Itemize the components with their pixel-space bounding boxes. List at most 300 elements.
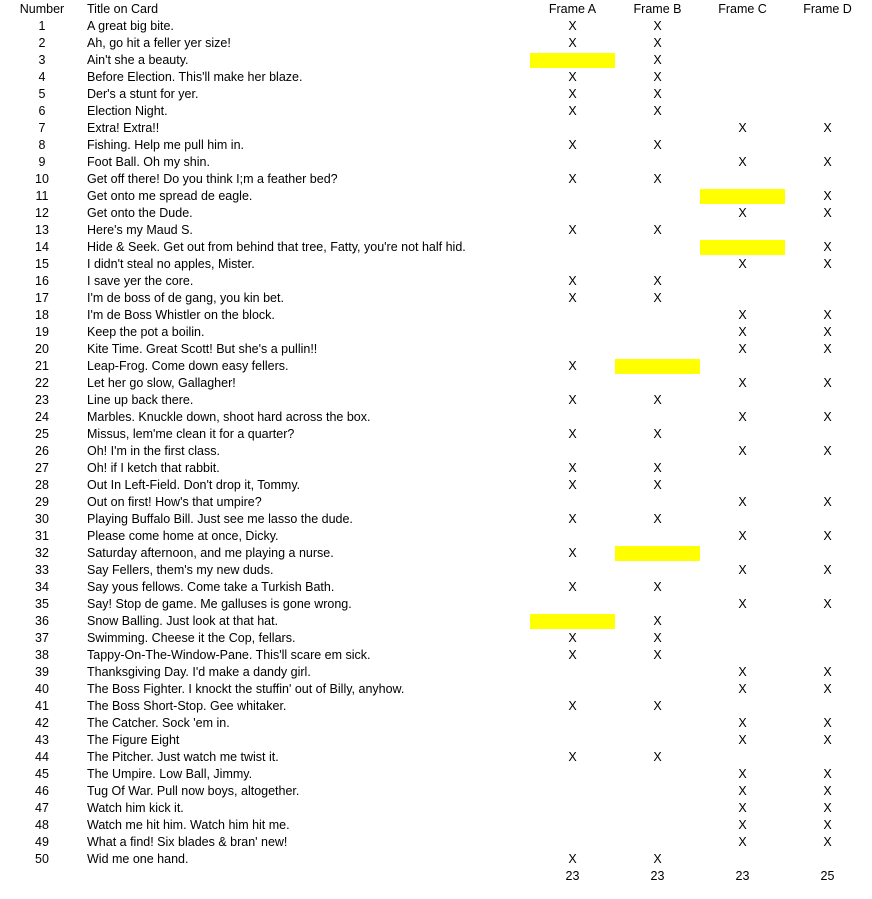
table-row (0, 443, 872, 460)
row-number: 13 (35, 223, 49, 237)
frame-mark: X (823, 257, 832, 271)
frame-d-cell (785, 783, 870, 800)
frame-c-cell (700, 222, 785, 239)
table-row (0, 171, 872, 188)
frame-mark: X (653, 291, 662, 305)
frame-a-cell (530, 273, 615, 290)
frame-b-cell (615, 239, 700, 256)
frame-c-cell (700, 103, 785, 120)
frame-a-cell (530, 188, 615, 205)
frame-mark: X (653, 461, 662, 475)
row-number: 27 (35, 461, 49, 475)
frame-a-cell (530, 851, 615, 868)
card-title: Before Election. This'll make her blaze. (87, 70, 303, 84)
frame-mark: X (738, 410, 747, 424)
frame-a-cell (530, 103, 615, 120)
frame-d-cell (785, 154, 870, 171)
frame-b-cell (615, 851, 700, 868)
row-number: 12 (35, 206, 49, 220)
table-row (0, 715, 872, 732)
frame-b-cell (615, 375, 700, 392)
frame-b-cell (615, 647, 700, 664)
frame-c-cell (700, 511, 785, 528)
card-title: Out In Left-Field. Don't drop it, Tommy. (87, 478, 301, 492)
frame-a-cell (530, 290, 615, 307)
row-number: 35 (35, 597, 49, 611)
row-number: 20 (35, 342, 49, 356)
table-row (0, 324, 872, 341)
frame-c-cell (700, 375, 785, 392)
header-number: Number (19, 2, 65, 16)
frame-b-cell (615, 35, 700, 52)
frame-a-cell (530, 494, 615, 511)
frame-a-cell (530, 222, 615, 239)
frame-mark: X (568, 478, 577, 492)
frame-a-cell (530, 698, 615, 715)
row-number: 28 (35, 478, 49, 492)
frame-d-cell (785, 732, 870, 749)
row-number: 34 (35, 580, 49, 594)
frame-d-cell (785, 273, 870, 290)
frame-d-cell (785, 511, 870, 528)
row-number: 15 (35, 257, 49, 271)
frame-b-cell (615, 749, 700, 766)
card-title: Playing Buffalo Bill. Just see me lasso the dude. (87, 512, 353, 526)
frame-c-cell (700, 647, 785, 664)
row-number: 33 (35, 563, 49, 577)
table-row (0, 358, 872, 375)
frame-a-cell (530, 409, 615, 426)
table-row (0, 103, 872, 120)
frame-b-cell (615, 392, 700, 409)
table-row (0, 222, 872, 239)
frame-d-cell (785, 205, 870, 222)
frame-c-cell (700, 494, 785, 511)
frame-d-cell (785, 562, 870, 579)
frame-d-cell (785, 851, 870, 868)
frame-c-cell (700, 749, 785, 766)
card-title: Tappy-On-The-Window-Pane. This'll scare em sick. (87, 648, 371, 662)
frame-b-cell (615, 358, 700, 375)
frame-b-cell (615, 613, 700, 630)
row-number: 43 (35, 733, 49, 747)
frame-mark: X (823, 206, 832, 220)
frame-b-cell (615, 460, 700, 477)
table-row (0, 205, 872, 222)
frame-a-cell (530, 613, 615, 630)
frame-a-cell (530, 52, 615, 69)
frame-c-cell (700, 256, 785, 273)
frame-mark: X (568, 461, 577, 475)
frame-c-cell (700, 154, 785, 171)
row-number: 7 (38, 121, 46, 135)
total-frame-c: 23 (735, 869, 750, 883)
frame-mark: X (823, 733, 832, 747)
row-number: 9 (38, 155, 46, 169)
table-row (0, 579, 872, 596)
frame-b-cell (615, 562, 700, 579)
total-frame-d: 25 (820, 869, 835, 883)
frame-b-cell (615, 69, 700, 86)
frame-mark: X (653, 631, 662, 645)
frame-mark: X (738, 716, 747, 730)
frame-d-cell (785, 239, 870, 256)
frame-mark: X (738, 257, 747, 271)
frame-a-cell (530, 545, 615, 562)
frame-c-cell (700, 273, 785, 290)
card-title: Leap-Frog. Come down easy fellers. (87, 359, 289, 373)
frame-d-cell (785, 664, 870, 681)
frame-c-cell (700, 528, 785, 545)
header-row (0, 1, 872, 18)
frame-b-cell (615, 273, 700, 290)
card-title: What a find! Six blades & bran' new! (87, 835, 288, 849)
table-row (0, 596, 872, 613)
frame-d-cell (785, 120, 870, 137)
frame-a-cell (530, 732, 615, 749)
frame-b-cell (615, 188, 700, 205)
frame-mark: X (568, 36, 577, 50)
frame-mark: X (738, 529, 747, 543)
frame-d-cell (785, 715, 870, 732)
frame-b-cell (615, 137, 700, 154)
frame-a-cell (530, 256, 615, 273)
frame-mark: X (653, 53, 662, 67)
frame-d-cell (785, 545, 870, 562)
card-title: Say Fellers, them's my new duds. (87, 563, 274, 577)
table-row (0, 256, 872, 273)
frame-b-cell (615, 426, 700, 443)
frame-d-cell (785, 392, 870, 409)
row-number: 21 (35, 359, 49, 373)
frame-b-cell (615, 52, 700, 69)
frame-b-cell (615, 528, 700, 545)
table-row (0, 154, 872, 171)
table-row (0, 86, 872, 103)
frame-mark: X (823, 801, 832, 815)
frame-c-cell (700, 443, 785, 460)
table-row (0, 426, 872, 443)
frame-d-cell (785, 52, 870, 69)
frame-a-cell (530, 630, 615, 647)
frame-mark: X (823, 682, 832, 696)
frame-mark: X (738, 784, 747, 798)
frame-mark: X (568, 648, 577, 662)
card-title: The Boss Fighter. I knockt the stuffin' out of Billy, anyhow. (87, 682, 405, 696)
card-title: The Umpire. Low Ball, Jimmy. (87, 767, 253, 781)
highlight-mark (700, 189, 785, 204)
row-number: 25 (35, 427, 49, 441)
row-number: 31 (35, 529, 49, 543)
frame-d-cell (785, 477, 870, 494)
frame-c-cell (700, 766, 785, 783)
table-row (0, 120, 872, 137)
frame-a-cell (530, 154, 615, 171)
card-title: Wid me one hand. (87, 852, 189, 866)
frame-c-cell (700, 834, 785, 851)
table-row (0, 817, 872, 834)
frame-d-cell (785, 35, 870, 52)
row-number: 50 (35, 852, 49, 866)
frame-mark: X (738, 835, 747, 849)
frame-b-cell (615, 766, 700, 783)
card-title: A great big bite. (87, 19, 174, 33)
table-row (0, 409, 872, 426)
table-row (0, 494, 872, 511)
frame-b-cell (615, 511, 700, 528)
card-title: The Catcher. Sock 'em in. (87, 716, 230, 730)
table-row (0, 613, 872, 630)
frame-mark: X (738, 495, 747, 509)
frame-mark: X (823, 444, 832, 458)
highlight-mark (530, 53, 615, 68)
frame-c-cell (700, 426, 785, 443)
frame-mark: X (738, 376, 747, 390)
table-row (0, 18, 872, 35)
row-number: 16 (35, 274, 49, 288)
frame-c-cell (700, 783, 785, 800)
row-number: 4 (38, 70, 46, 84)
frame-c-cell (700, 307, 785, 324)
frame-c-cell (700, 596, 785, 613)
frame-c-cell (700, 324, 785, 341)
frame-b-cell (615, 103, 700, 120)
frame-b-cell (615, 154, 700, 171)
frame-d-cell (785, 324, 870, 341)
frame-a-cell (530, 69, 615, 86)
frame-b-cell (615, 18, 700, 35)
frame-c-cell (700, 409, 785, 426)
highlight-mark (530, 614, 615, 629)
frame-b-cell (615, 698, 700, 715)
frame-mark: X (653, 852, 662, 866)
frame-mark: X (653, 87, 662, 101)
frame-c-cell (700, 52, 785, 69)
frame-d-cell (785, 69, 870, 86)
row-number: 18 (35, 308, 49, 322)
frame-mark: X (568, 104, 577, 118)
frame-mark: X (653, 512, 662, 526)
card-title: Get onto me spread de eagle. (87, 189, 253, 203)
row-number: 36 (35, 614, 49, 628)
frame-mark: X (823, 784, 832, 798)
frame-c-cell (700, 120, 785, 137)
header-frame-a: Frame A (548, 2, 597, 16)
frame-c-cell (700, 681, 785, 698)
frame-mark: X (568, 87, 577, 101)
table-row (0, 375, 872, 392)
frame-c-cell (700, 392, 785, 409)
frame-mark: X (653, 750, 662, 764)
card-title: Get off there! Do you think I;m a feather bed? (87, 172, 338, 186)
frame-c-cell (700, 137, 785, 154)
card-title: Snow Balling. Just look at that hat. (87, 614, 279, 628)
frame-d-cell (785, 18, 870, 35)
frame-d-cell (785, 494, 870, 511)
frame-b-cell (615, 171, 700, 188)
frame-d-cell (785, 647, 870, 664)
frame-mark: X (568, 852, 577, 866)
frame-d-cell (785, 698, 870, 715)
frame-d-cell (785, 137, 870, 154)
table-row (0, 562, 872, 579)
frame-b-cell (615, 409, 700, 426)
card-title: I'm de boss of de gang, you kin bet. (87, 291, 284, 305)
table-row (0, 681, 872, 698)
header-frame-b: Frame B (633, 2, 682, 16)
frame-mark: X (568, 138, 577, 152)
card-title: Say yous fellows. Come take a Turkish Bath. (87, 580, 335, 594)
frame-a-cell (530, 528, 615, 545)
frame-a-cell (530, 392, 615, 409)
card-title: Foot Ball. Oh my shin. (87, 155, 210, 169)
frame-mark: X (568, 274, 577, 288)
row-number: 17 (35, 291, 49, 305)
table-row (0, 137, 872, 154)
frame-mark: X (568, 427, 577, 441)
table-row (0, 188, 872, 205)
frame-a-cell (530, 443, 615, 460)
frame-c-cell (700, 477, 785, 494)
frame-d-cell (785, 749, 870, 766)
frame-mark: X (823, 240, 832, 254)
frame-mark: X (823, 155, 832, 169)
frame-a-cell (530, 647, 615, 664)
frame-a-cell (530, 511, 615, 528)
frame-mark: X (823, 189, 832, 203)
highlight-mark (615, 359, 700, 374)
frame-b-cell (615, 817, 700, 834)
frame-d-cell (785, 630, 870, 647)
frame-d-cell (785, 375, 870, 392)
frame-mark: X (568, 19, 577, 33)
table-row (0, 545, 872, 562)
card-title: Thanksgiving Day. I'd make a dandy girl. (87, 665, 311, 679)
card-title: Oh! if I ketch that rabbit. (87, 461, 220, 475)
table-row (0, 783, 872, 800)
frame-b-cell (615, 256, 700, 273)
frame-a-cell (530, 800, 615, 817)
frame-c-cell (700, 630, 785, 647)
row-number: 48 (35, 818, 49, 832)
header-frame-d: Frame D (803, 2, 852, 16)
frame-a-cell (530, 35, 615, 52)
frame-d-cell (785, 766, 870, 783)
frame-mark: X (738, 767, 747, 781)
frame-mark: X (823, 818, 832, 832)
table-row (0, 290, 872, 307)
row-number: 23 (35, 393, 49, 407)
highlight-mark (615, 546, 700, 561)
frame-mark: X (823, 835, 832, 849)
frame-mark: X (738, 444, 747, 458)
frame-b-cell (615, 477, 700, 494)
frame-mark: X (738, 563, 747, 577)
frame-mark: X (568, 546, 577, 560)
row-number: 32 (35, 546, 49, 560)
card-title: Saturday afternoon, and me playing a nurse. (87, 546, 334, 560)
frame-mark: X (738, 325, 747, 339)
frame-mark: X (738, 733, 747, 747)
frame-a-cell (530, 358, 615, 375)
frame-c-cell (700, 358, 785, 375)
frame-mark: X (568, 699, 577, 713)
card-title: The Figure Eight (87, 733, 180, 747)
row-number: 3 (38, 53, 46, 67)
card-title: Marbles. Knuckle down, shoot hard across the box. (87, 410, 371, 424)
row-number: 24 (35, 410, 49, 424)
frame-b-cell (615, 664, 700, 681)
frame-b-cell (615, 222, 700, 239)
frame-mark: X (568, 750, 577, 764)
card-title: Der's a stunt for yer. (87, 87, 199, 101)
frame-mark: X (653, 70, 662, 84)
row-number: 14 (35, 240, 49, 254)
row-number: 39 (35, 665, 49, 679)
frame-b-cell (615, 579, 700, 596)
card-title: Say! Stop de game. Me galluses is gone wrong. (87, 597, 352, 611)
table-row (0, 647, 872, 664)
frame-d-cell (785, 222, 870, 239)
frame-mark: X (653, 699, 662, 713)
frame-d-cell (785, 171, 870, 188)
total-frame-a: 23 (565, 869, 580, 883)
frame-b-cell (615, 443, 700, 460)
row-number: 19 (35, 325, 49, 339)
frame-b-cell (615, 783, 700, 800)
frame-a-cell (530, 86, 615, 103)
table-row (0, 307, 872, 324)
card-title: Here's my Maud S. (87, 223, 193, 237)
frame-a-cell (530, 120, 615, 137)
frame-d-cell (785, 596, 870, 613)
frame-d-cell (785, 460, 870, 477)
frame-a-cell (530, 18, 615, 35)
frame-a-cell (530, 664, 615, 681)
frame-d-cell (785, 579, 870, 596)
frame-d-cell (785, 613, 870, 630)
row-number: 40 (35, 682, 49, 696)
frame-c-cell (700, 715, 785, 732)
frame-c-cell (700, 460, 785, 477)
table-row (0, 630, 872, 647)
card-title: Swimming. Cheese it the Cop, fellars. (87, 631, 296, 645)
card-title: Hide & Seek. Get out from behind that tree, Fatty, you're not half hid. (87, 240, 466, 254)
frame-c-cell (700, 69, 785, 86)
table-row (0, 800, 872, 817)
row-number: 26 (35, 444, 49, 458)
table-row (0, 460, 872, 477)
frame-mark: X (738, 597, 747, 611)
frame-b-cell (615, 545, 700, 562)
card-title: Tug Of War. Pull now boys, altogether. (87, 784, 300, 798)
table-row (0, 749, 872, 766)
row-number: 42 (35, 716, 49, 730)
frame-mark: X (738, 818, 747, 832)
frame-a-cell (530, 307, 615, 324)
frame-c-cell (700, 18, 785, 35)
table-row (0, 664, 872, 681)
frame-d-cell (785, 409, 870, 426)
frame-a-cell (530, 715, 615, 732)
frame-a-cell (530, 579, 615, 596)
frame-b-cell (615, 341, 700, 358)
frame-mark: X (738, 308, 747, 322)
frame-b-cell (615, 732, 700, 749)
frame-b-cell (615, 834, 700, 851)
frame-a-cell (530, 766, 615, 783)
frame-c-cell (700, 579, 785, 596)
